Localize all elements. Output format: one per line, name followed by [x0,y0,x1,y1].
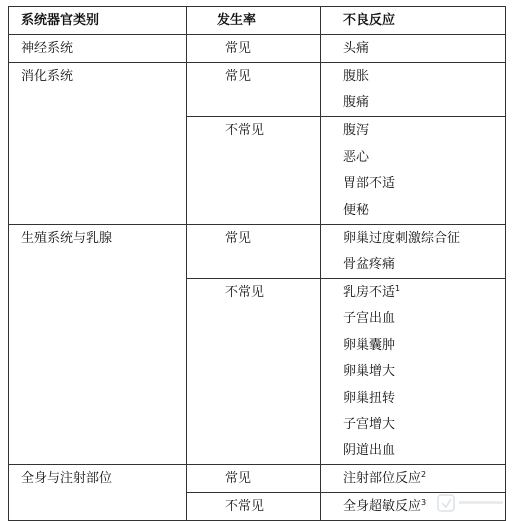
system-class-cell: 生殖系统与乳腺 [9,224,187,465]
frequency-cell: 不常见 [187,278,321,464]
frequency-cell: 不常见 [187,117,321,224]
frequency-cell: 常见 [187,35,321,63]
adverse-reaction-text: 卵巢囊肿 [343,337,396,353]
adverse-reaction-text: 便秘 [343,202,370,218]
adverse-reaction-item [343,39,505,59]
adverse-reaction-text: 腹痛 [343,95,370,111]
system-class-cell: 全身与注射部位 [9,465,187,521]
frequency-cell: 常见 [187,224,321,278]
adverse-reaction-item [343,174,505,200]
adverse-reaction-item [343,336,505,362]
frequency-cell: 不常见 [187,493,321,521]
adverse-reaction-item [343,93,505,113]
adverse-reaction-item [343,201,505,221]
header-adverse-reaction: 不良反应 [321,7,506,35]
adverse-reaction-text: 卵巢扭转 [343,390,396,406]
table-body [9,35,506,521]
adverse-reaction-text: 注射部位反应 [343,471,422,487]
adverse-reaction-item [343,283,505,309]
adverse-reaction-cell [321,224,506,278]
adverse-reaction-text: 胃部不适 [343,176,396,192]
adverse-reaction-cell [321,465,506,493]
adverse-reaction-item [343,362,505,388]
adverse-reaction-item [343,309,505,335]
footnote-marker: 3 [421,498,427,508]
frequency-cell: 常见 [187,465,321,493]
table-row [9,224,506,278]
adverse-reaction-text: 卵巢过度刺激综合征 [343,230,461,246]
adverse-reaction-item [343,255,505,275]
system-class-cell: 消化系统 [9,63,187,225]
adverse-reaction-table [8,6,506,521]
adverse-reaction-text: 恶心 [343,149,370,165]
adverse-reaction-text: 卵巢增大 [343,364,396,380]
adverse-reaction-item [343,441,505,461]
adverse-reaction-text: 腹泻 [343,123,370,139]
adverse-reaction-item [343,148,505,174]
adverse-reaction-text: 子宫出血 [343,311,396,327]
adverse-reaction-text: 子宫增大 [343,416,396,432]
table-row [9,63,506,117]
footnote-marker: 2 [421,470,427,480]
adverse-reaction-item [343,389,505,415]
header-row [9,7,506,35]
table-row [9,465,506,493]
adverse-reaction-item [343,415,505,441]
adverse-reaction-item [343,229,505,255]
frequency-cell: 常见 [187,63,321,117]
footnote-marker: 1 [395,283,401,293]
header-system-class: 系统器官类别 [9,7,187,35]
adverse-reaction-item [343,469,505,489]
adverse-reaction-text: 乳房不适 [343,284,396,300]
adverse-reaction-text: 阴道出血 [343,443,396,459]
adverse-reaction-text: 腹胀 [343,69,370,84]
watermark-logo-icon [437,492,507,514]
adverse-reaction-cell [321,278,506,464]
adverse-reaction-text: 头痛 [343,41,370,56]
adverse-reaction-text: 全身超敏反应 [343,499,422,515]
adverse-reaction-item [343,67,505,93]
header-frequency: 发生率 [187,7,321,35]
table-row [9,35,506,63]
adverse-reaction-table-container [8,6,505,516]
adverse-reaction-text: 骨盆疼痛 [343,256,396,272]
adverse-reaction-cell [321,63,506,117]
adverse-reaction-item [343,121,505,147]
system-class-cell: 神经系统 [9,35,187,63]
adverse-reaction-cell [321,35,506,63]
adverse-reaction-cell [321,117,506,224]
